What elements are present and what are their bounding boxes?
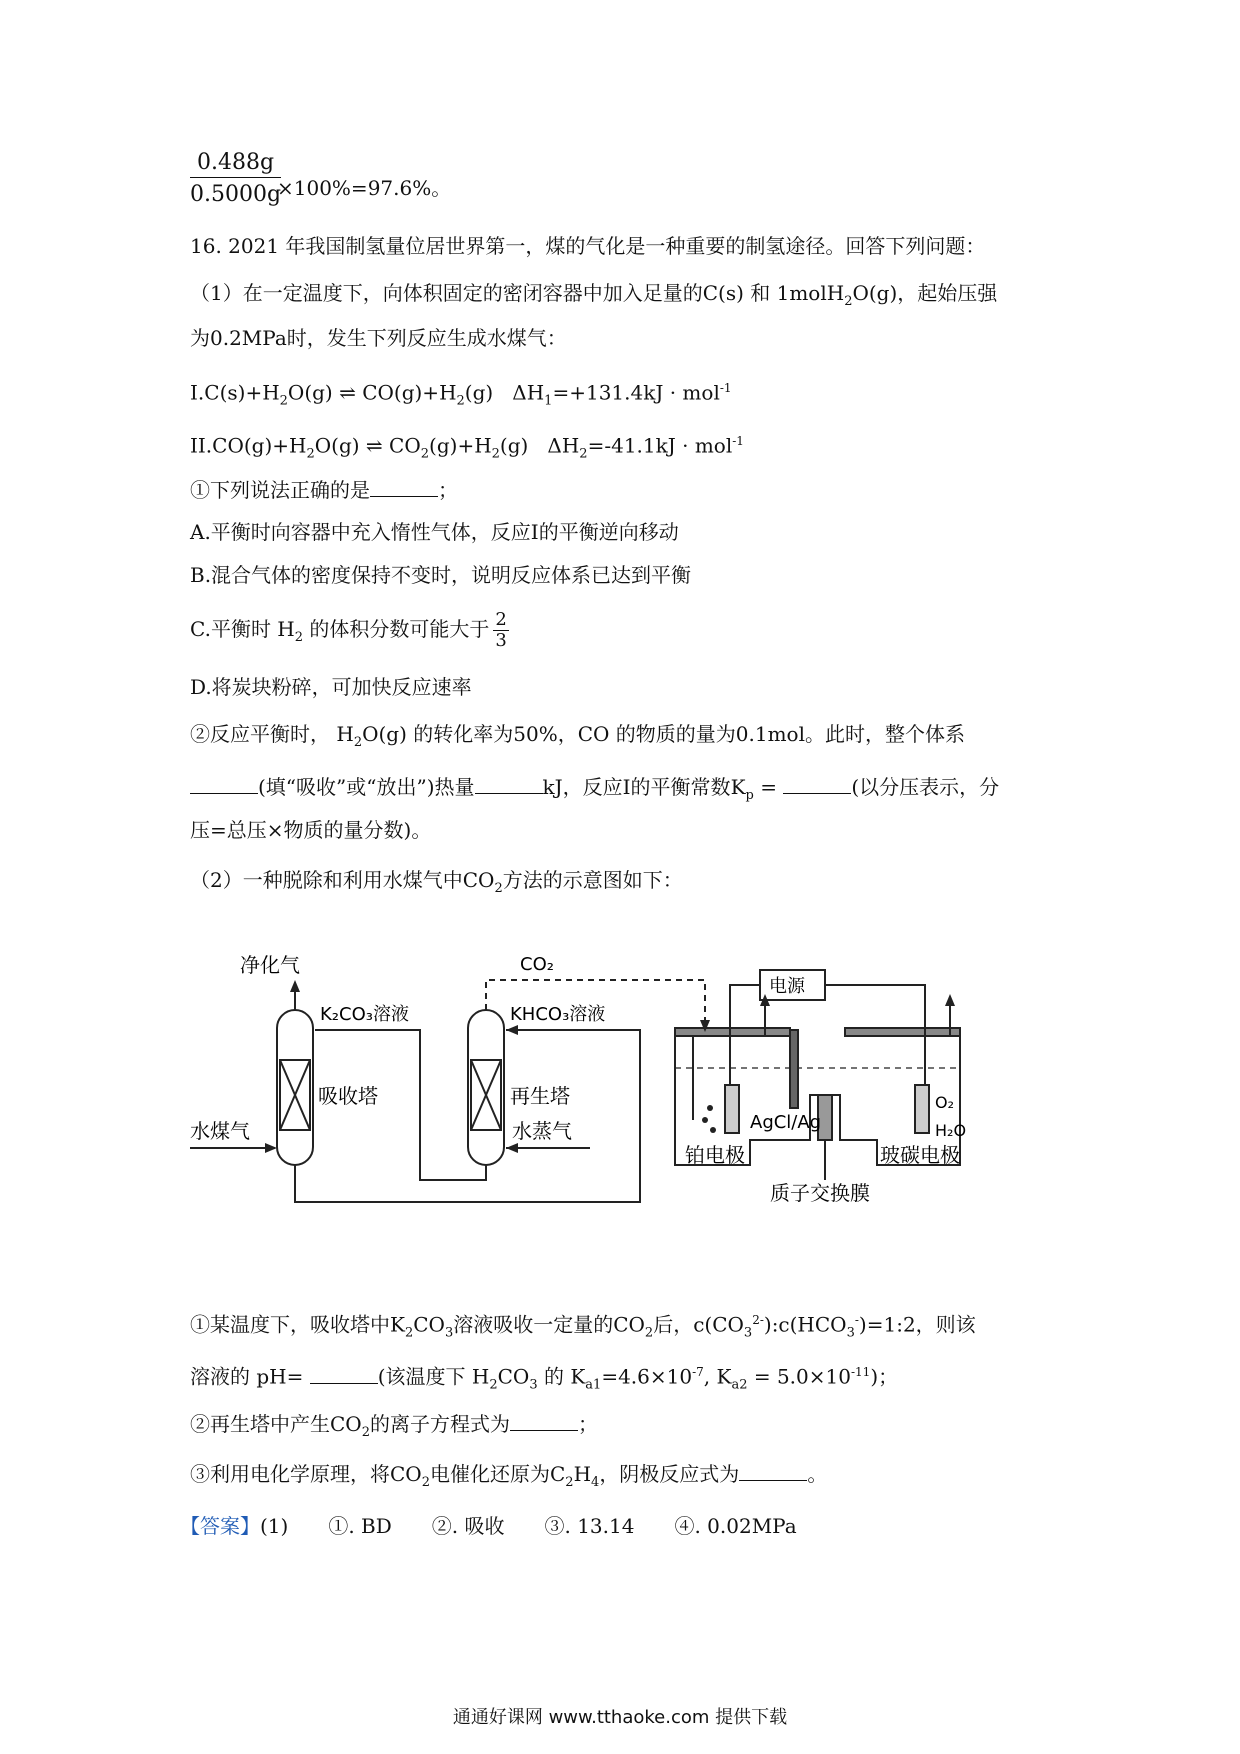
answer-text: (1) ①. BD ②. 吸收 ③. 13.14 ④. 0.02MPa <box>260 1514 797 1538</box>
text: ，则该 <box>915 1312 976 1337</box>
sub-question-2-line3: 压=总压×物质的量分数)。 <box>190 818 432 842</box>
label-gc-electrode: 玻碳电极 <box>880 1143 960 1167</box>
answer-blank[interactable] <box>310 1365 378 1384</box>
text: 的 <box>543 1364 564 1389</box>
q16-part1-line1: （1）在一定温度下，向体积固定的密闭容器中加入足量的C(s) 和 1molH$_2$O(g)，起始压强 <box>190 281 998 309</box>
text: =-41.1kJ · mol <box>587 433 733 458</box>
sub-question-2-line1: ②反应平衡时， $H_2O(g)$ 的转化率为50%，CO 的物质的量为0.1mol。此时，整个体系 <box>190 722 965 750</box>
text: ，阴极反应式为 <box>599 1462 740 1486</box>
text: 方法的示意图如下： <box>502 868 683 892</box>
text: 电催化还原为 <box>429 1462 550 1486</box>
text: ②再生塔中产生 <box>190 1412 330 1436</box>
text: 溶液吸收一定量的 <box>453 1312 614 1337</box>
label-membrane: 质子交换膜 <box>770 1181 870 1205</box>
label-h2o: H₂O <box>935 1121 967 1140</box>
text: （1）在一定温度下，向体积固定的密闭容器中加入足量的 <box>190 281 703 305</box>
option-c: C.平衡时 $H_2$ 的体积分数可能大于 $\frac{2}{3}$ <box>190 609 507 651</box>
label-absorber: 吸收塔 <box>318 1084 378 1108</box>
text: 。此时，整个体系 <box>805 722 965 746</box>
text: II. <box>190 433 213 458</box>
sub-question-2-line2: (填“吸收”或“放出”)热量 kJ，反应I的平衡常数$K_p$ = (以分压表示，分 <box>190 773 999 810</box>
fraction-denominator: 0.5000g <box>190 182 282 207</box>
text: 溶液的 pH= <box>190 1364 304 1389</box>
fraction-numerator: 0.488g <box>190 150 281 178</box>
answer-blank[interactable] <box>739 1462 807 1481</box>
part-2-intro: （2）一种脱除和利用水煤气中$CO_2$方法的示意图如下： <box>190 868 683 896</box>
label-khco3: KHCO₃溶液 <box>510 1004 606 1025</box>
answer-blank[interactable] <box>510 1412 578 1431</box>
text: C.平衡时 <box>190 617 271 641</box>
answer-blank[interactable] <box>370 478 438 497</box>
question-16-title: 16. 2021 年我国制氢量位居世界第一，煤的气化是一种重要的制氢途径。回答下列问题： <box>190 234 986 258</box>
label-power: 电源 <box>769 976 805 997</box>
text: ①下列说法正确的是 <box>190 478 370 502</box>
q16-part1-line2: 为0.2MPa时，发生下列反应生成水煤气： <box>190 326 567 350</box>
text: 的体积分数可能大于 <box>309 617 490 641</box>
label-purified-gas: 净化气 <box>240 953 300 977</box>
text: =+131.4kJ · mol <box>552 380 720 405</box>
label-agcl: AgCl/Ag <box>750 1112 822 1133</box>
answer-line <box>180 1512 797 1540</box>
answer-tag: 【答案】 <box>180 1514 260 1538</box>
q2-1-line2: 溶液的 pH= (该温度下 $H_2CO_3$ 的 $K_{a1}=4.6\times 10^{-7}$, $K_{a2} = 5.0\times 10^{-11}$)； <box>190 1364 899 1393</box>
text: ，CO 的物质的量为 <box>557 722 736 746</box>
q2-2: ②再生塔中产生$CO_2$的离子方程式为 ； <box>190 1412 598 1440</box>
footer: 通通好课网 www.tthaoke.com 提供下载 <box>452 1707 788 1728</box>
text: (该温度下 <box>377 1364 466 1389</box>
text: ③利用电化学原理，将 <box>190 1462 390 1486</box>
q2-1-line1: ①某温度下，吸收塔中$K_2CO_3$溶液吸收一定量的$CO_2$后，$c(CO_3^{2-}):c(HCO_3^-)=1:2$，则该 <box>190 1312 976 1341</box>
label-k2co3: K₂CO₃溶液 <box>320 1004 409 1025</box>
reaction-1: $I.C(s)+H_2O(g)$ ⇌ $CO(g)+H_2(g) \Delta H_1=+131.4kJ \cdot mol^{-1}$ <box>190 380 732 409</box>
text: ①某温度下，吸收塔中 <box>190 1312 390 1337</box>
text: 。 <box>807 1462 828 1486</box>
text: 时，发生下列反应生成水煤气： <box>286 326 567 350</box>
fraction <box>190 150 281 207</box>
label-o2: O₂ <box>935 1093 955 1112</box>
label-steam: 水蒸气 <box>512 1119 572 1143</box>
label-co2: CO₂ <box>520 954 554 975</box>
answer-blank[interactable] <box>475 775 543 794</box>
answer-blank[interactable] <box>190 775 258 794</box>
option-b: B.混合气体的密度保持不变时，说明反应体系已达到平衡 <box>190 563 692 587</box>
text: (以分压表示，分 <box>851 775 1000 799</box>
text: I. <box>190 380 205 405</box>
text: 后， <box>653 1312 694 1337</box>
text: 的转化率为 <box>413 722 514 746</box>
option-a: A.平衡时向容器中充入惰性气体，反应I的平衡逆向移动 <box>190 520 679 544</box>
answer-blank[interactable] <box>783 775 851 794</box>
text: (填“吸收”或“放出”)热量 <box>258 775 475 799</box>
option-d: D.将炭块粉碎，可加快反应速率 <box>190 675 472 699</box>
label-pt-electrode: 铂电极 <box>685 1143 745 1167</box>
text: ②反应平衡时， <box>190 722 330 746</box>
label-regenerator: 再生塔 <box>510 1084 570 1108</box>
text: ，起始压强 <box>897 281 998 305</box>
fraction-two-thirds: $\frac{2}{3}$ <box>495 609 507 651</box>
process-diagram <box>180 940 1060 1240</box>
sub-question-1: ①下列说法正确的是 ； <box>190 478 458 502</box>
fraction-result: ×100%=97.6%。 <box>277 176 452 200</box>
text: kJ，反应I的平衡常数 <box>542 775 731 799</box>
text: 的离子方程式为 <box>369 1412 510 1436</box>
reaction-2: $II.CO(g)+H_2O(g)$ ⇌ $CO_2(g)+H_2(g) \Delta H_2=-41.1kJ \cdot mol^{-1}$ <box>190 433 744 462</box>
text: （2）一种脱除和利用水煤气中 <box>190 868 463 892</box>
q2-3: ③利用电化学原理，将$CO_2$电催化还原为$C_2H_4$，阴极反应式为 。 <box>190 1462 828 1490</box>
label-water-gas: 水煤气 <box>190 1119 250 1143</box>
